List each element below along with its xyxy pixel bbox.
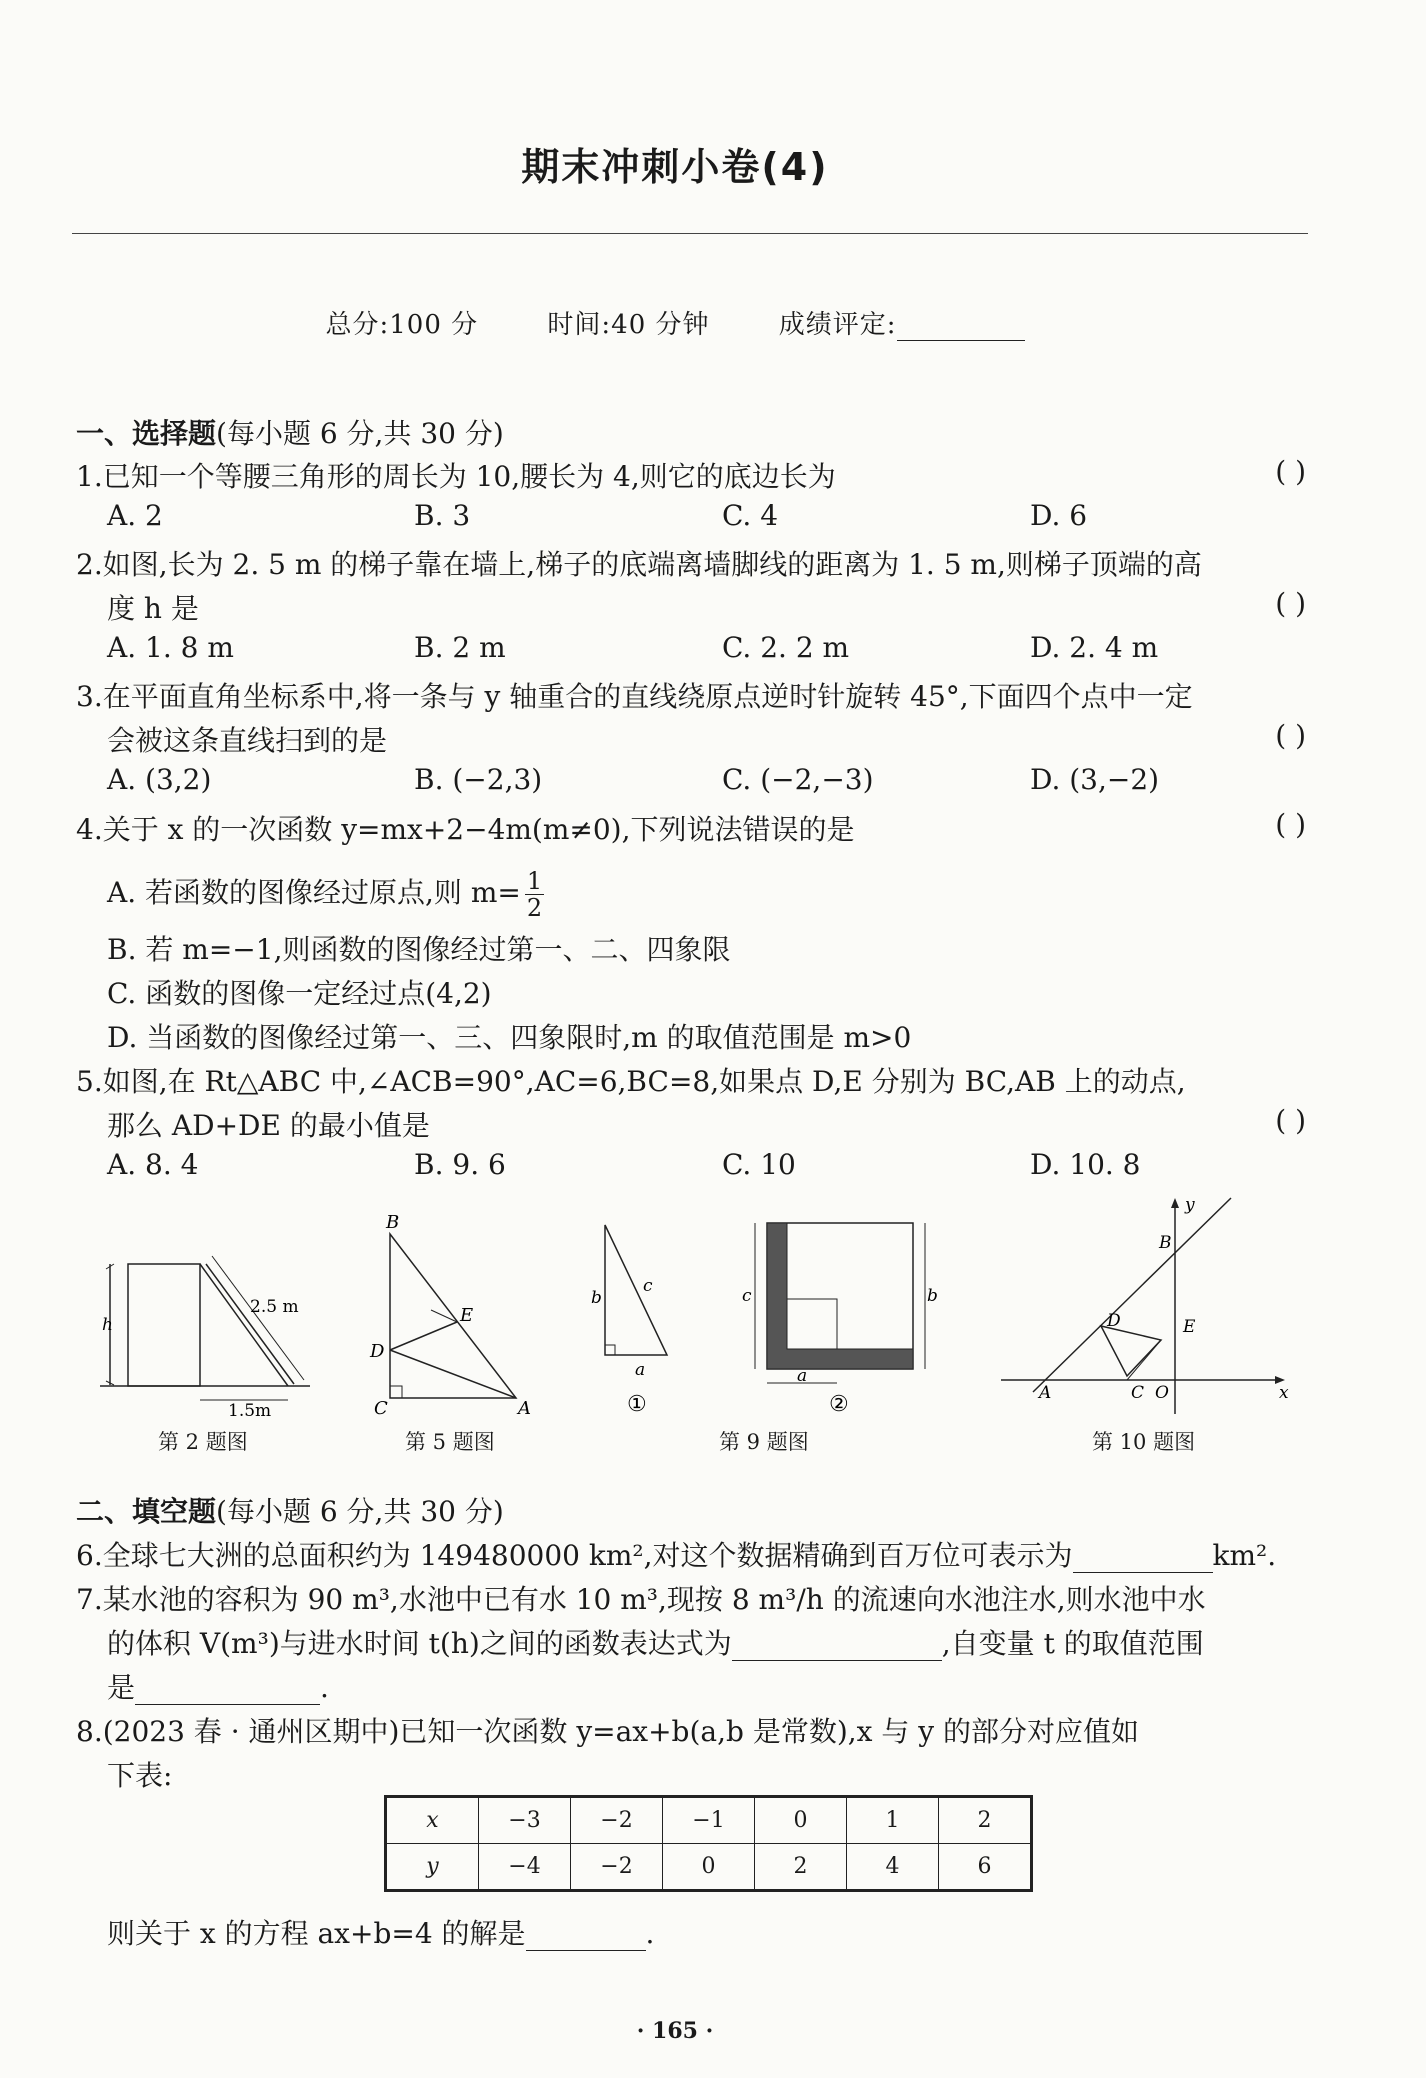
square-label-a: a xyxy=(797,1366,808,1386)
label-D: D xyxy=(1107,1311,1121,1331)
figure-2-caption: 第 2 题图 xyxy=(158,1430,248,1454)
table-cell: 0 xyxy=(663,1844,755,1891)
question-number: 3. xyxy=(76,680,103,713)
axis-label-x: x xyxy=(1279,1383,1289,1403)
q2-option-a[interactable]: A. 1. 8 m xyxy=(107,631,234,664)
question-7-cont xyxy=(107,1622,1204,1662)
answer-blank-8[interactable] xyxy=(526,1917,646,1951)
section-1-note: (每小题 6 分,共 30 分) xyxy=(216,417,504,450)
question-text: 如图,长为 2. 5 m 的梯子靠在墙上,梯子的底端离墙脚线的距离为 1. 5 m,则梯子顶端的高 xyxy=(102,548,1202,581)
table-cell: −1 xyxy=(663,1797,755,1844)
question-number: 4. xyxy=(76,813,103,846)
answer-paren-3[interactable]: ( ) xyxy=(1275,719,1306,752)
q1-option-b[interactable]: B. 3 xyxy=(414,499,471,532)
grade-blank[interactable] xyxy=(897,310,1025,341)
figure-10-caption: 第 10 题图 xyxy=(1092,1430,1196,1454)
question-text: ,自变量 t 的取值范围 xyxy=(941,1627,1204,1660)
row-header-y xyxy=(386,1844,479,1891)
label-O: O xyxy=(1155,1383,1169,1403)
figure-9-caption: 第 9 题图 xyxy=(719,1430,809,1454)
label-h: h xyxy=(102,1315,113,1335)
q5-option-b[interactable]: B. 9. 6 xyxy=(414,1148,506,1181)
table-cell: 0 xyxy=(755,1797,847,1844)
label-A: A xyxy=(518,1398,531,1419)
q5-option-a[interactable]: A. 8. 4 xyxy=(107,1148,199,1181)
header-rule xyxy=(72,233,1308,234)
q1-option-d[interactable]: D. 6 xyxy=(1030,499,1088,532)
q1-option-a[interactable]: A. 2 xyxy=(107,499,163,532)
figure-5-triangle xyxy=(360,1210,540,1420)
tri-label-b: b xyxy=(591,1288,602,1308)
question-text: 某水池的容积为 90 m³,水池中已有水 10 m³,现按 8 m³/h 的流速向水池注水,则水池中水 xyxy=(102,1583,1206,1616)
question-text: (2023 春 · 通州区期中)已知一次函数 y=ax+b(a,b 是常数),x 与 y 的部分对应值如 xyxy=(102,1715,1139,1748)
table-cell: 6 xyxy=(939,1844,1032,1891)
q2-option-b[interactable]: B. 2 m xyxy=(414,631,506,664)
question-text: 如图,在 Rt△ABC 中,∠ACB=90°,AC=6,BC=8,如果点 D,E 分别为 BC,AB 上的动点, xyxy=(102,1065,1186,1098)
answer-blank-7b[interactable] xyxy=(135,1671,320,1705)
section-2-note: (每小题 6 分,共 30 分) xyxy=(216,1495,504,1528)
question-text: 的体积 V(m³)与进水时间 t(h)之间的函数表达式为 xyxy=(107,1627,732,1660)
section-2-title: 二、填空题 xyxy=(76,1495,217,1528)
question-3-cont: 会被这条直线扫到的是 xyxy=(107,724,388,757)
question-number: 7. xyxy=(76,1583,103,1616)
q3-option-a[interactable]: A. (3,2) xyxy=(107,763,212,796)
q2-option-d[interactable]: D. 2. 4 m xyxy=(1030,631,1159,664)
label-B: B xyxy=(1159,1233,1172,1253)
figure-9-squares xyxy=(585,1215,938,1420)
figure-2-ladder xyxy=(100,1250,320,1420)
q2-option-c[interactable]: C. 2. 2 m xyxy=(722,631,850,664)
fraction-numerator: 1 xyxy=(526,867,543,895)
q3-option-b[interactable]: B. (−2,3) xyxy=(414,763,543,796)
question-7-cont-2 xyxy=(107,1666,329,1706)
square-label-c: c xyxy=(742,1286,752,1306)
table-cell: −2 xyxy=(571,1844,663,1891)
label-base-length: 1.5m xyxy=(228,1401,272,1421)
total-score: 总分:100 分 xyxy=(325,310,479,340)
question-text: 全球七大洲的总面积约为 149480000 km²,对这个数据精确到百万位可表示为 xyxy=(102,1539,1073,1572)
question-text: 已知一个等腰三角形的周长为 10,腰长为 4,则它的底边长为 xyxy=(102,460,836,493)
question-5 xyxy=(76,1060,1186,1100)
mark-2: ② xyxy=(829,1392,849,1417)
answer-paren-2[interactable]: ( ) xyxy=(1275,587,1306,620)
q4-option-a[interactable] xyxy=(107,868,544,921)
question-text: 关于 x 的一次函数 y=mx+2−4m(m≠0),下列说法错误的是 xyxy=(102,813,855,846)
q4-option-b[interactable]: B. 若 m=−1,则函数的图像经过第一、二、四象限 xyxy=(107,933,731,966)
exam-meta xyxy=(0,304,1350,341)
time-limit: 时间:40 分钟 xyxy=(547,310,710,340)
table-row-y xyxy=(386,1844,1032,1891)
table-cell: 1 xyxy=(847,1797,939,1844)
question-7 xyxy=(76,1578,1206,1618)
question-number: 5. xyxy=(76,1065,103,1098)
tri-label-a: a xyxy=(635,1360,646,1380)
section-2-heading xyxy=(76,1490,1426,1530)
label-E: E xyxy=(460,1305,474,1326)
label-ladder-length: 2.5 m xyxy=(250,1297,299,1317)
question-8-answer-line xyxy=(107,1912,654,1952)
x-label: x xyxy=(426,1808,439,1833)
question-2-cont: 度 h 是 xyxy=(107,592,199,625)
figure-5-caption: 第 5 题图 xyxy=(405,1430,495,1454)
grade-label: 成绩评定: xyxy=(778,310,897,340)
q4-option-d[interactable]: D. 当函数的图像经过第一、三、四象限时,m 的取值范围是 m>0 xyxy=(107,1021,912,1054)
question-text: 是 xyxy=(107,1671,136,1704)
question-1 xyxy=(76,455,836,495)
question-text: . xyxy=(645,1917,655,1950)
q5-option-d[interactable]: D. 10. 8 xyxy=(1030,1148,1141,1181)
question-2 xyxy=(76,543,1202,583)
q3-option-c[interactable]: C. (−2,−3) xyxy=(722,763,874,796)
square-label-b: b xyxy=(927,1286,938,1306)
question-8 xyxy=(76,1710,1139,1750)
question-text: 在平面直角坐标系中,将一条与 y 轴重合的直线绕原点逆时针旋转 45°,下面四个点中一定 xyxy=(102,680,1193,713)
answer-paren-1[interactable]: ( ) xyxy=(1275,455,1306,488)
q4-option-c[interactable]: C. 函数的图像一定经过点(4,2) xyxy=(107,977,492,1010)
tri-label-c: c xyxy=(643,1276,653,1296)
unit-text: km². xyxy=(1212,1539,1277,1572)
answer-paren-4[interactable]: ( ) xyxy=(1275,808,1306,841)
section-1-title: 一、选择题 xyxy=(76,417,217,450)
q3-option-d[interactable]: D. (3,−2) xyxy=(1030,763,1160,796)
answer-blank-6[interactable] xyxy=(1073,1539,1213,1573)
q1-option-c[interactable]: C. 4 xyxy=(722,499,779,532)
question-5-cont: 那么 AD+DE 的最小值是 xyxy=(107,1109,430,1142)
question-6 xyxy=(76,1534,1276,1574)
value-table xyxy=(384,1795,1033,1892)
question-8-cont: 下表: xyxy=(107,1759,173,1792)
question-4 xyxy=(76,808,855,848)
question-text: 则关于 x 的方程 ax+b=4 的解是 xyxy=(107,1917,526,1950)
option-text: A. 若函数的图像经过原点,则 m= xyxy=(107,876,521,909)
page-number: · 165 · xyxy=(636,2018,714,2044)
label-B: B xyxy=(386,1212,400,1233)
table-cell: 4 xyxy=(847,1844,939,1891)
question-3 xyxy=(76,675,1193,715)
fraction xyxy=(525,868,544,921)
label-A: A xyxy=(1039,1383,1052,1403)
table-row-x xyxy=(386,1797,1032,1844)
label-C: C xyxy=(1131,1383,1145,1403)
question-number: 8. xyxy=(76,1715,103,1748)
question-text: . xyxy=(320,1671,329,1704)
question-number: 6. xyxy=(76,1539,103,1572)
table-cell: 2 xyxy=(939,1797,1032,1844)
q5-option-c[interactable]: C. 10 xyxy=(722,1148,796,1181)
page-title: 期末冲刺小卷(4) xyxy=(521,145,829,189)
table-cell: −2 xyxy=(571,1797,663,1844)
table-cell: 2 xyxy=(755,1844,847,1891)
answer-paren-5[interactable]: ( ) xyxy=(1275,1104,1306,1137)
y-label: y xyxy=(426,1854,439,1879)
section-1-heading xyxy=(76,412,1426,452)
axis-label-y: y xyxy=(1185,1195,1195,1215)
question-number: 1. xyxy=(76,460,103,493)
row-header-x xyxy=(386,1797,479,1844)
figure-10-axes xyxy=(995,1192,1295,1422)
question-number: 2. xyxy=(76,548,103,581)
answer-blank-7a[interactable] xyxy=(732,1627,942,1661)
table-cell: −4 xyxy=(479,1844,571,1891)
fraction-denominator: 2 xyxy=(526,894,543,922)
table-cell: −3 xyxy=(479,1797,571,1844)
mark-1: ① xyxy=(627,1392,647,1417)
label-D: D xyxy=(370,1341,385,1362)
label-E: E xyxy=(1183,1317,1196,1337)
label-C: C xyxy=(374,1398,388,1419)
